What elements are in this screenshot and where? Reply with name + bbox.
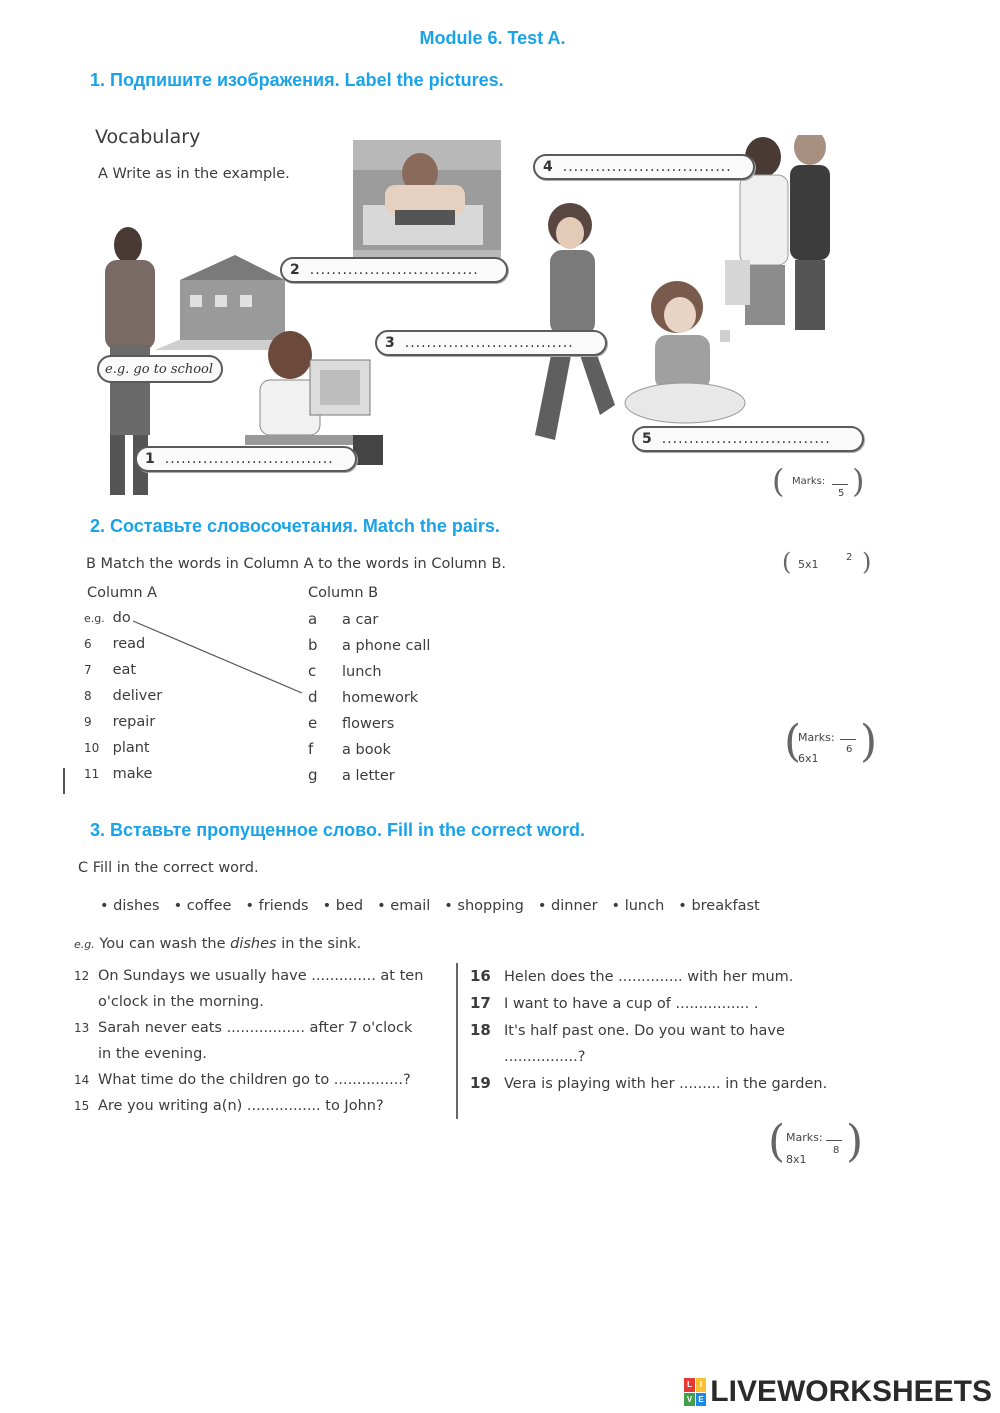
section-1-heading: 1. Подпишите изображения. Label the pictures. <box>90 70 504 90</box>
label-field-2[interactable] <box>280 257 508 283</box>
logo-badge-icon <box>684 1378 706 1406</box>
marks-bracket-left: ( <box>768 1116 786 1167</box>
score-hint-mark: 2 <box>846 552 853 563</box>
walking-girl-image <box>535 203 615 440</box>
marks-line <box>832 484 848 485</box>
word-bank-item: • coffee <box>173 898 232 914</box>
question-text: It's half past one. Do you want to have <box>504 1023 785 1039</box>
item-word: a phone call <box>342 638 431 654</box>
question-13-cont: in the evening. <box>98 1046 207 1062</box>
badge-letter: V <box>684 1393 695 1407</box>
worksheet-title: Module 6. Test A. <box>419 28 566 48</box>
label-blank: ............................... <box>164 451 334 467</box>
girl-at-computer-image <box>245 331 383 465</box>
example-label: e.g. go to school <box>97 355 223 383</box>
label-field-3[interactable] <box>375 330 607 356</box>
word-bank-item: • friends <box>245 898 309 914</box>
question-14[interactable] <box>74 1067 444 1093</box>
label-blank: ............................... <box>562 159 732 175</box>
item-word: do <box>112 610 131 626</box>
question-number: 19 <box>470 1074 491 1092</box>
column-b-item[interactable] <box>308 714 508 740</box>
marks-label: Marks: <box>798 731 835 744</box>
example-match-line <box>130 615 310 695</box>
example-suffix: in the sink. <box>281 936 362 952</box>
item-word: lunch <box>342 664 382 680</box>
example-answer: dishes <box>230 936 277 952</box>
column-b-item[interactable] <box>308 662 508 688</box>
column-b-item[interactable] <box>308 766 508 792</box>
marks-bracket-left: ( <box>784 716 802 767</box>
item-word: eat <box>112 662 137 678</box>
item-number: 6 <box>84 637 92 651</box>
question-number: 17 <box>470 994 491 1012</box>
question-text: I want to have a cup of ................ . <box>504 996 759 1012</box>
marks-line <box>826 1140 842 1141</box>
question-text: Sarah never eats ................. after 7 o'clock <box>98 1020 413 1036</box>
marks-line <box>840 739 856 740</box>
questions-right <box>470 963 870 1097</box>
section-3-heading: 3. Вставьте пропущенное слово. Fill in the correct word. <box>90 820 585 840</box>
question-number: 13 <box>74 1021 90 1035</box>
marks-label: Marks: <box>792 476 826 487</box>
question-19[interactable] <box>470 1070 870 1097</box>
marks-bracket-right: ) <box>846 1116 864 1167</box>
column-divider <box>456 963 458 1119</box>
word-bank-item: • email <box>377 898 431 914</box>
question-number: 18 <box>470 1021 491 1039</box>
word-bank-item: • shopping <box>444 898 524 914</box>
item-number: e.g. <box>84 612 105 625</box>
marks-total: 6 <box>846 744 853 755</box>
badge-letter: E <box>696 1393 707 1407</box>
item-letter: c <box>308 662 317 680</box>
column-b-item[interactable] <box>308 688 508 714</box>
score-bracket-right: ) <box>862 548 872 576</box>
example-text: You can wash the <box>99 936 226 952</box>
item-letter: d <box>308 688 318 706</box>
label-blank: ............................... <box>661 431 831 447</box>
marks-bracket-right: ) <box>860 716 878 767</box>
label-number: 4 <box>543 159 553 175</box>
item-letter: e <box>308 714 318 732</box>
question-12-cont: o'clock in the morning. <box>98 994 264 1010</box>
label-blank: ............................... <box>309 262 479 278</box>
item-word: deliver <box>112 688 163 704</box>
score-hint: 5x1 <box>798 558 819 571</box>
label-blank: ............................... <box>404 335 574 351</box>
item-word: make <box>112 766 153 782</box>
column-a-item[interactable] <box>84 740 204 766</box>
question-text: What time do the children go to ...............? <box>98 1072 411 1088</box>
logo-text: LIVEWORKSHEETS <box>710 1375 992 1408</box>
fill-instruction: C Fill in the correct word. <box>78 860 259 876</box>
question-text: Vera is playing with her ......... in the garden. <box>504 1076 828 1092</box>
question-12[interactable] <box>74 963 444 989</box>
item-word: a book <box>342 742 391 758</box>
example-prefix: e.g. <box>74 938 95 951</box>
marks-multiplier: 6x1 <box>798 752 819 765</box>
question-16[interactable] <box>470 963 870 990</box>
column-b-header: Column B <box>308 585 379 601</box>
label-number: 2 <box>290 262 300 278</box>
question-13[interactable] <box>74 1015 444 1041</box>
fill-example <box>74 936 361 952</box>
marks-bracket-right: ) <box>852 462 865 500</box>
item-word: a letter <box>342 768 395 784</box>
item-number: 11 <box>84 767 100 781</box>
marks-bracket-left: ( <box>772 462 785 500</box>
label-field-5[interactable] <box>632 426 864 452</box>
label-number: 5 <box>642 431 652 447</box>
question-number: 14 <box>74 1073 90 1087</box>
score-bracket-left: ( <box>782 548 792 576</box>
item-word: flowers <box>342 716 395 732</box>
item-word: homework <box>342 690 419 706</box>
question-text: Are you writing a(n) ................ to John? <box>98 1098 384 1114</box>
word-bank-item: • dinner <box>537 898 598 914</box>
item-word: a car <box>342 612 379 628</box>
column-b-list <box>308 610 508 792</box>
marks-total: 5 <box>838 488 845 499</box>
label-field-1[interactable] <box>135 446 357 472</box>
label-number: 1 <box>145 451 155 467</box>
item-word: read <box>112 636 146 652</box>
question-text: Helen does the .............. with her mum. <box>504 969 794 985</box>
word-bank-item: • lunch <box>611 898 665 914</box>
section-2-heading: 2. Составьте словосочетания. Match the pairs. <box>90 516 500 536</box>
questions-left <box>74 963 444 1119</box>
item-number: 9 <box>84 715 92 729</box>
question-15[interactable] <box>74 1093 444 1119</box>
item-letter: a <box>308 610 318 628</box>
column-b-item[interactable] <box>308 610 508 636</box>
label-number: 3 <box>385 335 395 351</box>
item-letter: f <box>308 740 314 758</box>
word-bank <box>100 898 774 914</box>
column-b-item[interactable] <box>308 636 508 662</box>
item-number: 7 <box>84 663 92 677</box>
badge-letter: I <box>696 1378 707 1392</box>
item-letter: b <box>308 636 318 654</box>
item-word: repair <box>112 714 156 730</box>
badge-letter: L <box>684 1378 695 1392</box>
question-text: On Sundays we usually have .............. at ten <box>98 968 424 984</box>
match-instruction: B Match the words in Column A to the words in Column B. <box>86 556 507 572</box>
liveworksheets-logo[interactable] <box>684 1375 992 1409</box>
column-a-item[interactable] <box>84 714 204 740</box>
question-number: 15 <box>74 1099 90 1113</box>
vocabulary-heading: Vocabulary <box>95 126 201 148</box>
question-18-cont: ................? <box>504 1049 586 1065</box>
item-letter: g <box>308 766 318 784</box>
question-number: 16 <box>470 967 491 985</box>
item-number: 8 <box>84 689 92 703</box>
girl-on-sofa-image <box>353 140 501 260</box>
vocab-instruction: A Write as in the example. <box>98 166 290 182</box>
item-word: plant <box>112 740 150 756</box>
question-18[interactable] <box>470 1017 870 1044</box>
label-field-4[interactable] <box>533 154 755 180</box>
marks-multiplier: 8x1 <box>786 1153 807 1166</box>
word-bank-item: • dishes <box>100 898 160 914</box>
question-number: 12 <box>74 969 90 983</box>
word-bank-item: • breakfast <box>678 898 760 914</box>
question-17[interactable] <box>470 990 870 1017</box>
word-bank-item: • bed <box>322 898 364 914</box>
marks-label: Marks: <box>786 1131 823 1144</box>
column-b-item[interactable] <box>308 740 508 766</box>
column-a-header: Column A <box>87 585 158 601</box>
marks-total: 8 <box>833 1145 840 1156</box>
school-building-image <box>155 255 285 350</box>
margin-mark <box>63 768 65 794</box>
column-a-item[interactable] <box>84 766 204 792</box>
item-number: 10 <box>84 741 100 755</box>
